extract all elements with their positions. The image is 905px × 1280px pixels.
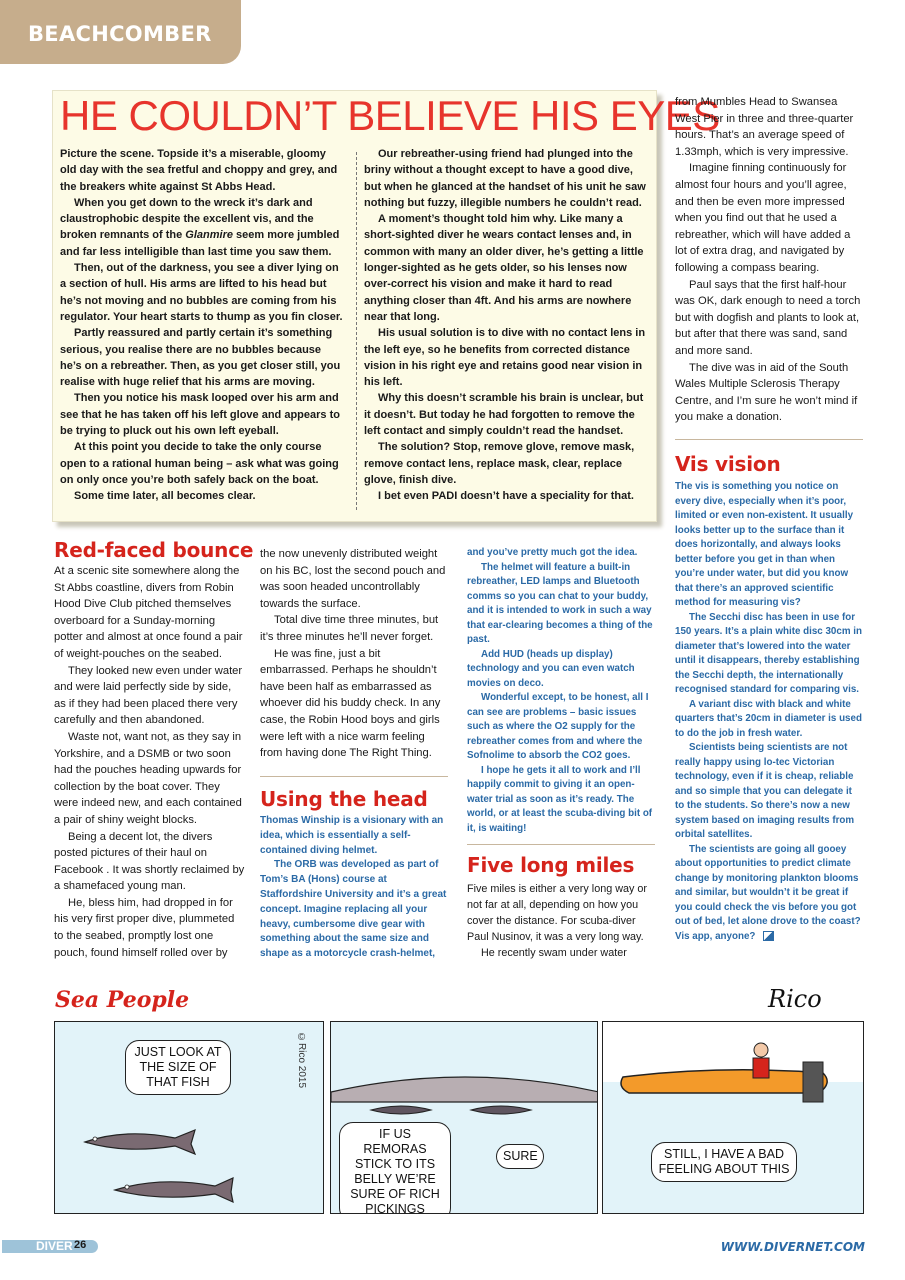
paragraph: Five miles is either a very long way or not far at all, depending on how you cover the distance. For scuba-diver Paul Nusinov, it was a very long way. (467, 883, 648, 943)
paragraph: Then, out of the darkness, you see a diver lying on a section of hull. His arms are lifted to his head but he’s not moving and no bubbles are coming from his regulator. Your heart starts to thump as you fin closer. (60, 262, 343, 323)
eye-icon (93, 1137, 97, 1141)
main-column-1 (60, 146, 344, 505)
paragraph: the now unevenly distributed weight on his BC, lost the second pouch and was soon headed uncontrollably towards the surface. (260, 548, 446, 610)
paragraph: They looked new even under water and were laid perfectly side by side, as if they had been placed there very carefully and then abandoned. (54, 664, 243, 727)
paragraph: Picture the scene. Topside it’s a miserable, gloomy old day with the sea fretful and choppy and grey, and the breakers white against St Abbs Head. (60, 148, 338, 193)
using-head-column-1 (260, 814, 450, 962)
rule-vis (675, 439, 863, 440)
rule-head (260, 776, 448, 777)
paragraph: The vis is something you notice on every dive, especially when it’s poor, limited or even non-existent. It usually looks better up to the surface than it does horizontally, and always looks better before you get in than when you’re under water, but did you know that there’s an approved scientific method for measuring vis? (675, 481, 854, 608)
column-divider (356, 152, 357, 510)
rib-boat-illustration (603, 1022, 864, 1214)
paragraph: The helmet will feature a built-in rebreather, LED lamps and Bluetooth comms so you can chat to your buddy, and it is intended to work in such a way that ear-clearing becomes a thing of the past. (467, 561, 653, 645)
diver-logo (2, 1240, 98, 1253)
speech-bubble-1: JUST LOOK AT THE SIZE OF THAT FISH (125, 1040, 231, 1095)
paragraph: Add HUD (heads up display) technology and you can even watch movies on deco. (467, 648, 635, 689)
main-headline: HE COULDN’T BELIEVE HIS EYES (60, 92, 720, 139)
paragraph: Some time later, all becomes clear. (74, 490, 256, 503)
paragraph: I hope he gets it all to work and I’ll happily commit to giving it an open-water trial as soon as it’s ready. The world, or at least the scuba-diving bit of it, is waiting! (467, 764, 653, 834)
logo-text: DIVER (36, 1239, 73, 1253)
paragraph: Being a decent lot, the divers posted pictures of their haul on Facebook . It was shortly reclaimed by a shamefaced young man. (54, 830, 245, 893)
vis-vision-body (675, 480, 863, 944)
rule-miles (467, 844, 655, 845)
red-faced-column-1 (54, 563, 246, 961)
five-miles-body (467, 881, 657, 961)
paragraph: At a scenic site somewhere along the St Abbs coastline, divers from Robin Hood Dive Club pitched themselves overboard for a Sunday-morning potter and almost at once found a pair of weight-pouches on the seabed. (54, 565, 243, 660)
paragraph: Paul says that the first half-hour was OK, dark enough to need a torch but with dogfish and plants to look at, but after that there was sand, sand and more sand. (675, 278, 861, 357)
paragraph: The dive was in aid of the South Wales Multiple Sclerosis Therapy Centre, and I’m sure he won’t mind if you make a donation. (675, 361, 858, 424)
paragraph: The Secchi disc has been in use for 150 years. It’s a plain white disc 30cm in diameter that’s lowered into the water until it disappears, thereby establishing the Secchi depth, the internationally recognised standard for comparing vis. (675, 611, 862, 695)
paragraph: Our rebreather-using friend had plunged into the briny without a thought except to have a good dive, but when he glanced at the handset of his unit he saw nothing but fuzzy, illegible numbers he couldn’t read. (364, 148, 646, 209)
paragraph: Waste not, want not, as they say in Yorkshire, and a DSMB or two soon had the pouches heading upwards for collection by the boat cover. They were indeed new, and each contained a pair of shiny weight blocks. (54, 730, 242, 826)
paragraph: A variant disc with black and white quarters that’s 20cm in diameter is used to do the job in fresh water. (675, 698, 862, 739)
paragraph: and you’ve pretty much got the idea. (467, 547, 638, 558)
paragraph: Total dive time three minutes, but it’s three minutes he’ll never forget. (260, 614, 439, 643)
section-tab (0, 0, 241, 64)
using-head-column-2 (467, 546, 657, 836)
paragraph: When you get down to the wreck it’s dark and claustrophobic despite the excellent vis, and the broken remnants of the Glanmire seem more jumbled and far less intelligible than last time you saw them. (60, 196, 340, 258)
paragraph: He, bless him, had dropped in for his very first proper dive, plummeted to the seabed, promptly lost one pouch, found himself rolled over by (54, 896, 235, 959)
paragraph: A moment’s thought told him why. Like many a short-sighted diver he wears contact lenses and, in common with many an older diver, he’s getting a little longer-sighted as he gets older, so his lenses now over-correct his vision and make it hard to read anything closer than 4ft. And his arms are nowhere near that long. (364, 213, 644, 323)
comic-copyright: ©Rico 2015 (296, 1032, 307, 1089)
paragraph: Imagine finning continuously for almost four hours and you’ll agree, and then be even more impressed when you find out that he used a rebreather, which will have added a lot of extra drag, and navigated by following a compass bearing. (675, 162, 851, 274)
paragraph: Why this doesn’t scramble his brain is unclear, but it doesn’t. But today he had forgotten to remove the left contact and simply couldn’t read the handset. (364, 392, 644, 438)
paragraph: from Mumbles Head to Swansea West Pier in three and three-quarter hours. That’s an average speed of 1.33mph, which is very impressive. (675, 96, 854, 158)
main-column-3 (675, 94, 861, 426)
comic-signature: Rico (768, 985, 822, 1013)
five-miles-heading: Five long miles (467, 853, 635, 877)
eye-icon (125, 1185, 129, 1189)
paragraph: Wonderful except, to be honest, all I can see are problems – basic issues such as where the O2 supply for the rebreather comes from and where the Sofnolime to absorb the CO2 goes. (467, 692, 649, 761)
speech-bubble-3: SURE (496, 1144, 544, 1169)
paragraph: He was fine, just a bit embarrassed. Perhaps he shouldn’t have been half as embarrassed as whoever did his buddy check. In any case, the Robin Hood boys and girls were left with a nice warm feeling from having done The Right Thing. (260, 647, 441, 760)
paragraph: Thomas Winship is a visionary with an idea, which is essentially a self-contained diving helmet. (260, 815, 444, 856)
paragraph: Then you notice his mask looped over his arm and see that he has taken off his left glove and appears to be trying to pluck out his own left eyeball. (60, 392, 340, 438)
paragraph: The ORB was developed as part of Tom’s BA (Hons) course at Staffordshire University and it’s a great concept. Imagine replacing all your heavy, cumbersome dive gear with something about the same size and shape as a motorcycle crash-helmet, (260, 859, 447, 960)
paragraph: Scientists being scientists are not really happy using lo-tec Victorian technology, even if it is cheap, reliable and so simple that you can delegate it to the students. So there’s now a new system based on imaging results from orbital satellites. (675, 742, 855, 840)
end-mark-icon (763, 931, 774, 941)
comic-title: Sea People (55, 987, 190, 1013)
speech-bubble-2: IF US REMORAS STICK TO ITS BELLY WE’RE SURE OF RICH PICKINGS (339, 1122, 451, 1214)
paragraph: Partly reassured and partly certain it’s something serious, you realise there are no bubbles because he’s on a rebreather. Then, as you get closer still, you realise with huge relief that his arms are moving. (60, 327, 341, 389)
footer-url[interactable]: WWW.DIVERNET.COM (720, 1240, 865, 1254)
page-number: 26 (74, 1239, 87, 1251)
main-column-2 (364, 146, 650, 505)
vis-vision-heading: Vis vision (675, 452, 781, 476)
paragraph: I bet even PADI doesn’t have a speciality for that. (378, 490, 634, 503)
red-faced-column-2 (260, 546, 450, 762)
paragraph: His usual solution is to dive with no contact lens in the left eye, so he benefits from corrected distance vision in his right eye and retains good near vision in his left. (364, 327, 646, 389)
comic-panel-2 (330, 1021, 598, 1214)
paragraph: The solution? Stop, remove glove, remove mask, remove contact lens, replace mask, clear, replace glove, finish dive. (364, 441, 635, 486)
using-head-heading: Using the head (260, 787, 428, 811)
section-tab-label: BEACHCOMBER (28, 22, 212, 46)
paragraph: He recently swam under water (481, 947, 627, 959)
red-faced-heading: Red-faced bounce (54, 538, 254, 562)
speech-bubble-4: STILL, I HAVE A BAD FEELING ABOUT THIS (651, 1142, 797, 1182)
paragraph: The scientists are going all gooey about opportunities to predict climate change by monitoring plankton blooms and similar, but wouldn’t it be great if you could check the vis before you got out of bed, let alone drove to the coast? Vis app, anyone? (675, 843, 861, 942)
comic-panel-1 (54, 1021, 324, 1214)
diver-head-icon (754, 1043, 768, 1057)
comic-panel-3 (602, 1021, 864, 1214)
paragraph: At this point you decide to take the only course open to a rational human being – ask what was going on only once you’re both safely back on the boat. (60, 441, 339, 486)
